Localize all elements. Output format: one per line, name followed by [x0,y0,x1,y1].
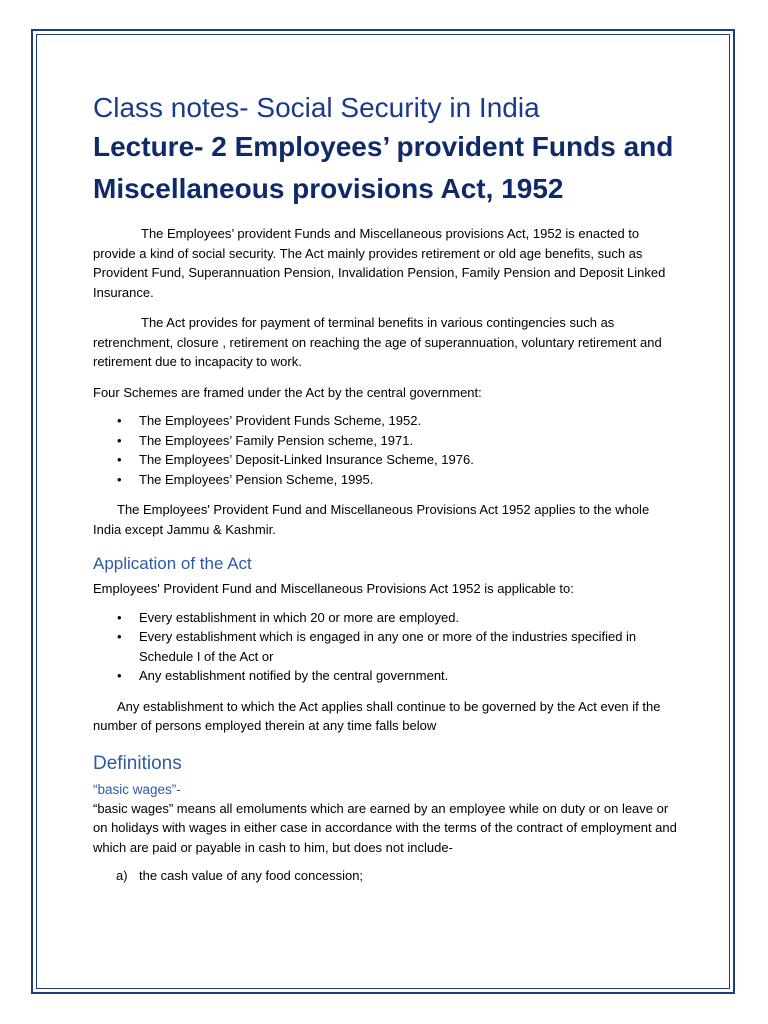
application-list [93,608,678,686]
schemes-list [93,411,678,489]
basic-wages-definition: “basic wages” means all emoluments which are earned by an employee while on duty or on leave or on holidays with wages in either case in accordance with the terms of the contract of employment and which are paid or payable in cash to him, but does not include- [93,800,677,855]
application-heading: Application of the Act [93,554,252,573]
application-intro: Employees' Provident Fund and Miscellaneous Provisions Act 1952 is applicable to: [93,581,574,596]
bullet-icon: • [117,471,122,487]
document-content [93,90,678,886]
bullet-icon: • [117,668,122,683]
bullet-icon: • [117,413,122,428]
list-item: • The Employees’ Family Pension scheme, 1971. [93,431,678,451]
list-item: • The Employees’ Provident Funds Scheme, 1952. [93,411,678,431]
basic-wages-subheading: “basic wages”- [93,781,181,797]
schemes-intro: Four Schemes are framed under the Act by the central government: [93,384,482,400]
application-closing: Any establishment to which the Act applies shall continue to be governed by the Act even if the number of persons employed therein at any time falls below [93,698,661,733]
intro-paragraph: The Employees’ provident Funds and Miscellaneous provisions Act, 1952 is enacted to provide a kind of social security. The Act mainly provides retirement or old age benefits, such as Provident Fund, Superannuation Pension, Invalidation Pension, Family Pension and Deposit Linked Insurance. [93,226,666,300]
list-item: • Every establishment which is engaged in any one or more of the industries specified in Schedule I of the Act or [117,629,637,664]
benefits-paragraph: The Act provides for payment of terminal benefits in various contingencies such as retrenchment, closure , retirement on reaching the age of superannuation, voluntary retirement and retirement due to incapacity to work. [93,315,662,369]
bullet-icon: • [117,432,122,448]
list-marker: a) [116,868,128,883]
bullet-icon: • [117,629,122,644]
list-item: • The Employees’ Pension Scheme, 1995. [93,470,678,490]
bullet-icon: • [117,452,122,467]
applicability-paragraph: The Employees' Provident Fund and Miscellaneous Provisions Act 1952 applies to the whole India except Jammu & Kashmir. [93,502,650,537]
document-title: Class notes- Social Security in India [93,92,540,123]
list-item: • Any establishment notified by the central government. [93,666,678,686]
definitions-heading: Definitions [93,752,182,774]
lecture-heading: Lecture- 2 Employees’ provident Funds and Miscellaneous provisions Act, 1952 [93,131,674,204]
bullet-icon: • [117,609,122,625]
list-item: • Every establishment in which 20 or more are employed. [93,608,678,628]
list-item: • The Employees’ Deposit-Linked Insurance Scheme, 1976. [93,450,678,470]
exclusions-list [93,866,678,886]
list-item: a) the cash value of any food concession; [93,866,678,886]
